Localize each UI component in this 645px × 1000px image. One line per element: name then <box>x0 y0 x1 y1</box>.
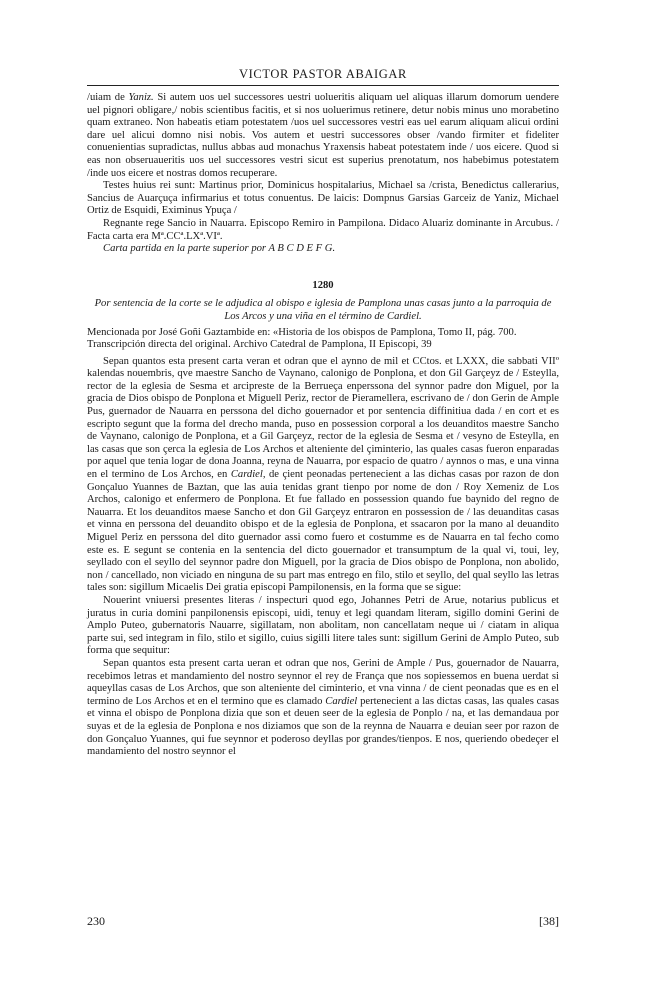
doc2-p1-text-a: Sepan quantos esta present carta veran et odran que el aynno de mil et CCtos. et LXXX, die sabbati VIIº kalendas nouembris, qve maestre Sancho de Vaynano, calonigo de Ponplona, et don Gil Garçeyz de / Esteylla, rector de la eglesia de Sesma et arcipreste de la Berrueça enperssona del synnor padre don Miguel, por la gracia de Dios obispo de Ponplona et Miguell Periz, rector de Pieramellera, escrivano de / don Gerin de Ample Pus, guernador de Nauarra en perssona del dicho gouernador et por sentencia diffinitiua dada / en cort et es escripto segunt que la forma del drecho manda, puso en possession corporal a los deuanditos maestre Sancho de Vaynano, calonigo de Ponplona, et a Gil Garçeyz, rector de la eglesia de Sesma et / vesyno de Esteylla, en las casas que son çerca la eglesia de Los Archos et alteniente del çiminterio, las quales casas fueron enparadas por aquel que tenia logar de dona Joanna, reyna de Nauarra, por espacio de quatro / aynnos o mas, e una vinna en el termino de Los Archos, en <box>87 355 559 481</box>
doc1-witnesses: Testes huius rei sunt: Martinus prior, Dominicus hospitalarius, Michael sa /crista, Benedictus callerarius, Sancius de Auarçuça infirmarius et totus conuentus. De laicis: Dompnus Garsias Garceiz de Yaniz, Michael Ortiz de Esquidi, Eximinus Ypuça / <box>87 180 559 217</box>
doc2-p3-place-name: Cardiel <box>325 695 358 707</box>
doc1-p1-text-b: Si autem uos uel successores uestri uolueritis aliquam uel aliquas illarum domorum uendere uel pignori obligare,/ nobis scientibus facitis, et si nos uoluerimus retinere, detur nobis minus uno morabetino quam extraneo. Non habeatis etiam potestatem /uos uel successores vestri eas uel earum aliquam alicui ordini dare uel alicui domno nisi nobis. Vos autem et uestri successores obser /vando firmiter et fideliter conuenientias supradictas, nullus abbas aud monachus Yraxensis habeat potestatem inde / uos eicere. Quod si eas non obseruaueritis uos uel successores vestri sicut est superius prenotatum, nos habebimus potestatem /inde uos eicere et nostras domos recuperare. <box>87 92 560 179</box>
doc2-p1-place-name: Cardiel, <box>230 469 266 481</box>
transcription-note: Transcripción directa del original. Archivo Catedral de Pamplona, II Episcopi, 39 <box>87 339 432 351</box>
doc2-paragraph-1 <box>87 356 559 595</box>
doc1-dating: Regnante rege Sancio in Nauarra. Episcopo Remiro in Pampilona. Didaco Aluariz dominante in Arcubus. / Facta carta era Mª.CCª.LXª.VIª. <box>87 217 559 242</box>
page-body <box>87 92 559 759</box>
doc1-note: Carta partida en la parte superior por A B C D E F G. <box>103 243 336 255</box>
running-header: VICTOR PASTOR ABAIGAR <box>239 67 407 81</box>
doc1-p1-place-name: Yaniz. <box>128 92 154 103</box>
mention-note: Mencionada por José Goñi Gaztambide en: «Historia de los obispos de Pamplona, Tomo II, pág. 700. <box>87 326 517 338</box>
doc1-paragraph-1 <box>87 92 559 180</box>
doc2-paragraph-3 <box>87 658 559 759</box>
document-number: 1280 <box>312 279 334 291</box>
doc2-p3-text-a: Sepan quantos esta present carta ueran et odran que nos, Gerini de Ample / Pus, gouernador de Nauarra, recebimos letras et mandamiento del nostro seynnor el rey de França que nos sopiessemos en buena uerdat si aqueyllas casas de Los Archos, que son alteniente del ciminterio, et vna vinna / de cient peonadas que es en el termino de Los Archos et en el termino que es clamado <box>87 657 559 707</box>
page <box>87 66 559 759</box>
doc1-p1-text-a: /uiam de <box>87 92 129 103</box>
page-number: 230 <box>87 914 105 928</box>
doc2-p3-text-b: pertenecient a las dictas casas, las quales casas et vinna el obispo de Ponplona dizia que son et deuen seer de la eglesia de Ponplo / na, et las demandaua por suyas et de la eglesia de Ponplona e nos diziamos que son de la reynna de Nauarra e deuian seer por razon de don Gonçaluo Yuannes, qui fue seynnor et poderoso deyllas por grandes/tienpos. E nos, queriendo obedeçer el mandamiento del nostro seynnor el <box>87 695 560 758</box>
doc2-paragraph-2: Nouerint vniuersi presentes literas / inspecturi quod ego, Johannes Petri de Arue, notarius publicus et juratus in curia domini panpilonensis episcopi, uidi, tenuy et legi quandam literam, sigillo domini Gerini de Amplo Puteo, gubernatoris Nauarre, sigillatam, non abolitam, non cancellatam neque ui / ciatam in aliqua parte sui, sed integram in filo, stilo et sigillo, cuius sigilli litere tales sunt: sigillum Gerini de Amplo Puteo, sub forma que sequitur: <box>87 594 559 657</box>
header-rule <box>87 85 559 86</box>
sheet-number: [38] <box>539 914 559 928</box>
doc2-p1-text-b: de çient peonadas pertenecient a las dichas casas por razon de don Gonçaluo Yuannes de Baztan, que las auia tenidas grant tienpo por nome de don / Roy Xemeniz de Los Archos, calonigo et enfermero de Ponplona. Et fue fallado en possession quando fue baynido del regno de Nauarra. Et los deuanditos maese Sancho et don Gil Garçeyz entraron en possession de / las deuanditas casas et vinna en perssona del deuandito obispo et de la eglesia de Ponplona, et ssacaron por la mano al deuandito Miguel Periz en perssona del dito guernador assi como fuero et costumme es de Nauarra en tal fecho como este es. E segunt se contenia en la sentencia del dicto gouernador et transumptum de la qual vi, toui, ley, seyllado con el seyllo del seynnor padre don Miguell, por la gracia de Dios obispo de Ponplona, non abolido, non / cancellado, non viciado en ninguna de su part mas entrego en filo, stilo et seyllo, del qual seyllo las letras tales son: sigillum Micaelis Dei gratia episcopi Pampilonensis, en la forma que se sigue: <box>87 469 559 594</box>
document-rubric: Por sentencia de la corte se le adjudica al obispo e iglesia de Pamplona unas casas junto a la parroquia de Los Arcos y una viña en el término de Cardiel. <box>94 298 552 322</box>
